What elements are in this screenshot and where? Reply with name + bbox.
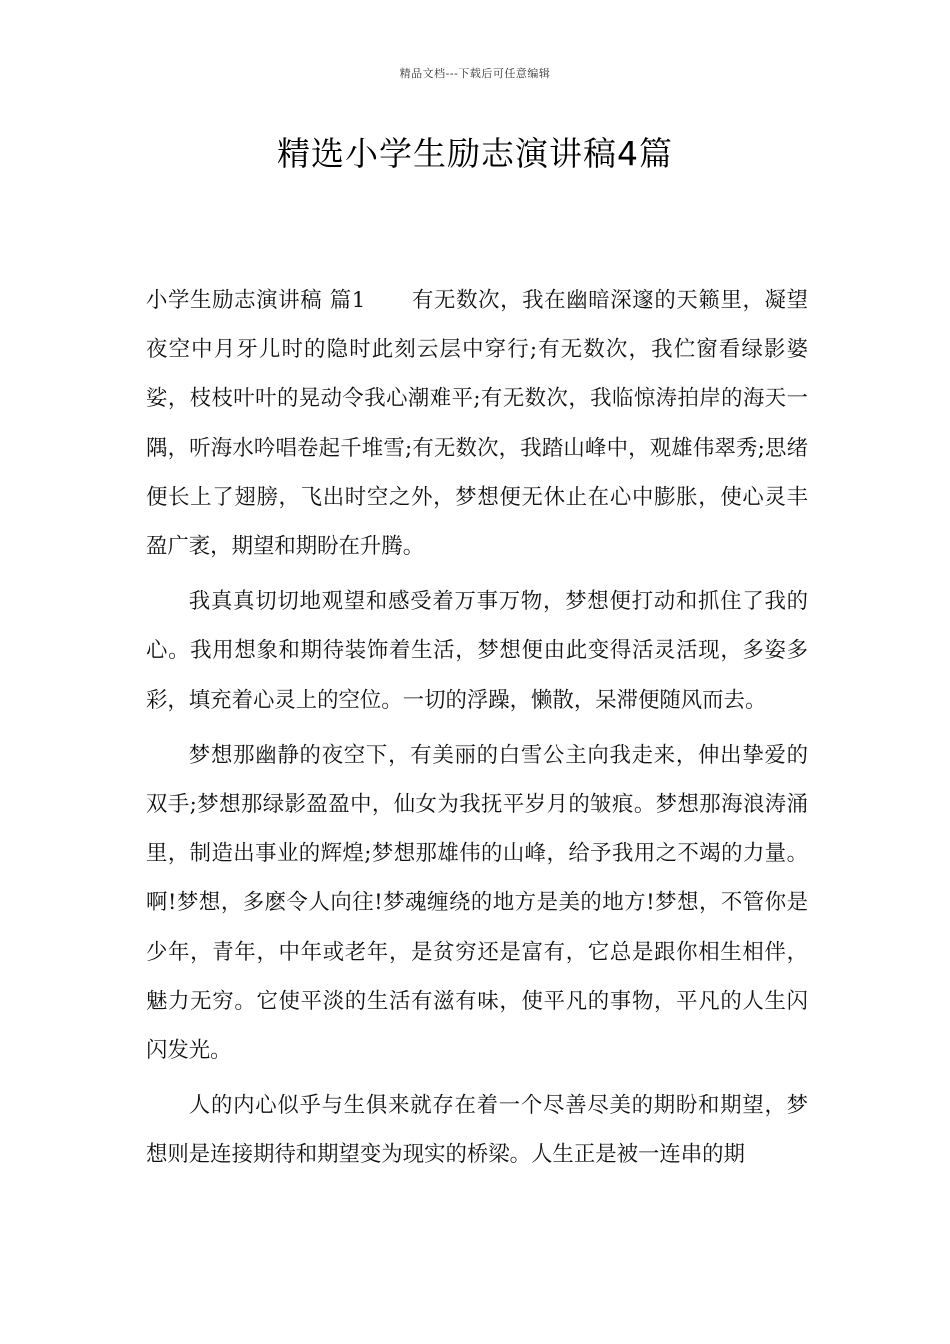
header-note: 精品文档---下载后可任意编辑 [399,67,551,80]
paragraph-3: 梦想那幽静的夜空下，有美丽的白雪公主向我走来，伸出挚爱的双手;梦想那绿影盈盈中，仙女为我抚平岁月的皱痕。梦想那海浪涛涌里，制造出事业的辉煌;梦想那雄伟的山峰，给予我用之不竭的力量。啊!梦想，多麽令人向往!梦魂缠绕的地方是美的地方!梦想，不管你是少年，青年，中年或老年，是贫穷还是富有，它总是跟你相生相伴，魅力无穷。它使平淡的生活有滋有味，使平凡的事物，平凡的人生闪闪发光。 [146,742,808,1064]
paragraph-4: 人的内心似乎与生俱来就存在着一个尽善尽美的期盼和期望，梦想则是连接期待和期望变为现实的桥梁。人生正是被一连串的期 [146,1093,808,1168]
paragraph-1-text: 有无数次，我在幽暗深邃的天籁里，凝望夜空中月牙儿时的隐时此刻云层中穿行;有无数次，我伫窗看绿影婆娑，枝枝叶叶的晃动令我心潮难平;有无数次，我临惊涛拍岸的海天一隅，听海水吟唱卷起千堆雪;有无数次，我踏山峰中，观雄伟翠秀;思绪便长上了翅膀，飞出时空之外，梦想便无休止在心中膨胀，使心灵丰盈广袤，期望和期盼在升腾。 [146,288,808,560]
document-title: 精选小学生励志演讲稿4篇 [277,134,673,173]
paragraph-1 [146,276,808,571]
paragraph-2: 我真真切切地观望和感受着万事万物，梦想便打动和抓住了我的心。我用想象和期待装饰着生活，梦想便由此变得活灵活现，多姿多彩，填充着心灵上的空位。一切的浮躁，懒散，呆滞便随风而去。 [146,589,808,713]
document-body [146,276,808,1180]
section-label: 小学生励志演讲稿 篇1 [146,288,366,313]
